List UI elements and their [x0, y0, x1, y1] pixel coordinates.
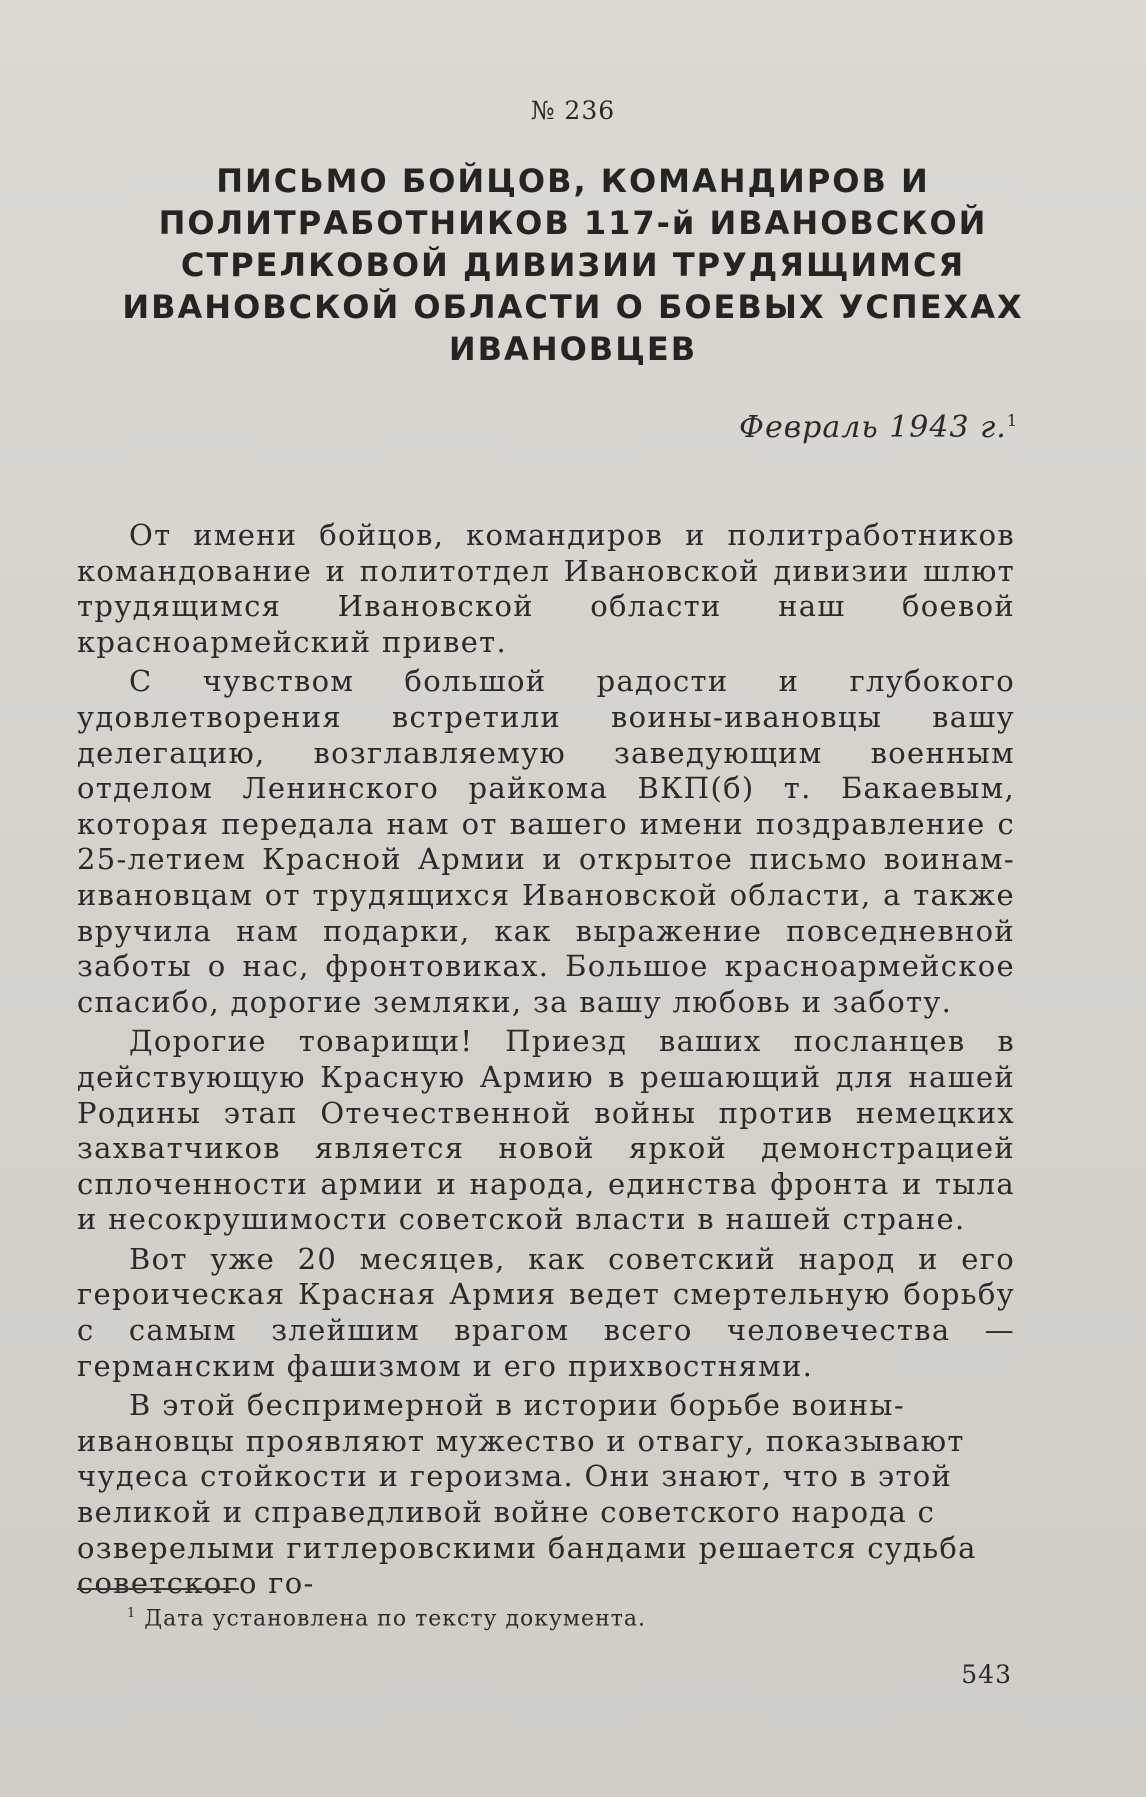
footnote-mark: 1 — [127, 1606, 137, 1621]
document-title — [100, 160, 1046, 370]
title-line: ИВАНОВСКОЙ ОБЛАСТИ О БОЕВЫХ УСПЕХАХ — [122, 288, 1024, 326]
title-line: ПОЛИТРАБОТНИКОВ 117-й ИВАНОВСКОЙ — [158, 204, 988, 242]
body-paragraph: Дорогие товарищи! Приезд ваших посланцев в действующую Красную Армию в решающий для нашей Родины этап Отечественной войны против немецких захватчиков является новой яркой демонстрацией сплоченности армии и народа, единства фронта и тыла и несокрушимости советской власти в нашей стране. — [77, 1024, 1015, 1237]
title-line: ИВАНОВЦЕВ — [448, 330, 698, 368]
footnote — [127, 1606, 646, 1631]
footnote-text: Дата установлена по тексту документа. — [144, 1606, 647, 1632]
letter-body — [77, 518, 1015, 1606]
date-footnote-mark: 1 — [1006, 411, 1018, 430]
page-number: 543 — [961, 1660, 1012, 1689]
body-paragraph: С чувством большой радости и глубокого удовлетворения встретили воины-ивановцы вашу делегацию, возглавляемую заведующим военным отделом Ленинского райкома ВКП(б) т. Бакаевым, которая передала нам от вашего имени поздравление с 25-летием Красной Армии и открытое письмо воинам-ивановцам от трудящихся Ивановской области, а также вручила нам подарки, как выражение повседневной заботы о нас, фронтовиках. Большое красноармейское спасибо, дорогие земляки, за вашу любовь и заботу. — [77, 664, 1015, 1019]
footnote-divider — [77, 1588, 239, 1590]
document-date — [739, 410, 1018, 445]
body-paragraph: В этой беспримерной в истории борьбе воины-ивановцы проявляют мужество и отвагу, показывают чудеса стойкости и героизма. Они знают, что в этой великой и справедливой войне советского народа с озверелыми гитлеровскими бандами решается судьба советского го- — [77, 1388, 977, 1601]
title-line: СТРЕЛКОВОЙ ДИВИЗИИ ТРУДЯЩИМСЯ — [180, 246, 966, 284]
document-number: № 236 — [530, 96, 616, 125]
body-paragraph: Вот уже 20 месяцев, как советский народ и его героическая Красная Армия ведет смертельную борьбу с самым злейшим врагом всего человечества — германским фашизмом и его прихвостнями. — [77, 1241, 1015, 1383]
date-text: Февраль 1943 г. — [739, 410, 1007, 445]
body-paragraph: От имени бойцов, командиров и политработников командование и политотдел Ивановской дивизии шлют трудящимся Ивановской области наш боевой красноармейский привет. — [77, 518, 1015, 659]
title-line: ПИСЬМО БОЙЦОВ, КОМАНДИРОВ И — [216, 162, 930, 200]
